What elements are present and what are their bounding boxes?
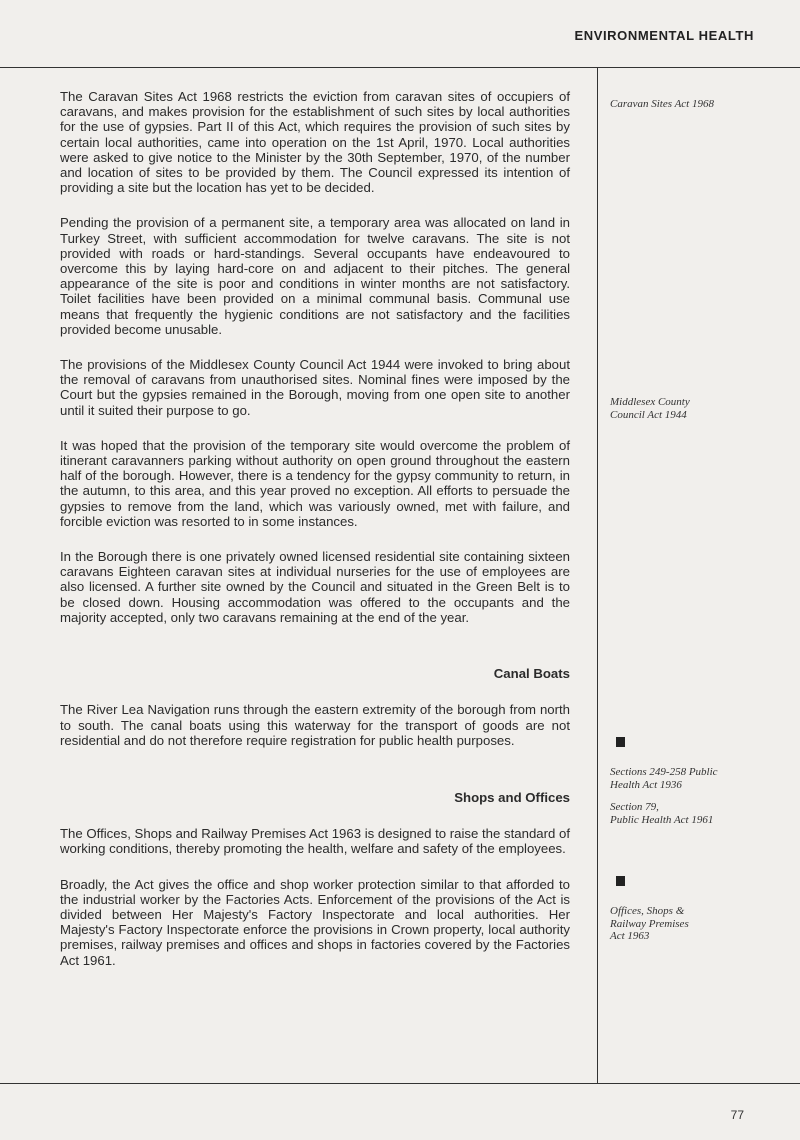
paragraph-offices-act: The Offices, Shops and Railway Premises Act 1963 is designed to raise the standard of working conditions, thereby promoting the health, welfare and safety of the employees. xyxy=(60,826,570,857)
paragraph-caravan-sites-act: The Caravan Sites Act 1968 restricts the eviction from caravan sites of occupiers of caravans, and makes provision for the establishment of such sites by local authorities for the use of gypsies. Part II of this Act, which requires the provision of such sites by certain local authorities, came into operation on the 1st April, 1970. Local authorities were asked to give notice to the Minister by the 30th September, 1970, of the number and location of sites to be provided by them. The Council expressed its intention of providing a site but the location has yet to be decided. xyxy=(60,89,570,196)
paragraph-licensed-sites: In the Borough there is one privately owned licensed residential site containing sixteen caravans Eighteen caravan sites at individual nurseries for the use of employees are also licensed. A further site owned by the Council and situated in the Green Belt is to be closed down. Housing accommodation was offered to the occupants and the majority accepted, only two caravans remaining at the end of the year. xyxy=(60,549,570,625)
margin-divider xyxy=(597,67,598,1083)
canal-boats-marker-square xyxy=(616,737,625,747)
margin-note-offices-act: Offices, Shops & Railway Premises Act 1963 xyxy=(610,905,689,942)
margin-note-public-health-1936: Sections 249-258 Public Health Act 1936 xyxy=(610,766,718,791)
paragraph-middlesex-act: The provisions of the Middlesex County Council Act 1944 were invoked to bring about the removal of caravans from unauthorised sites. Nominal fines were imposed by the Court but the gypsies remained in the Borough, moving from one open site to another until it suited their purpose to go. xyxy=(60,357,570,418)
section-header: ENVIRONMENTAL HEALTH xyxy=(574,28,754,43)
margin-note-middlesex: Middlesex County Council Act 1944 xyxy=(610,396,690,421)
top-rule xyxy=(0,67,800,68)
margin-note-public-health-1961: Section 79, Public Health Act 1961 xyxy=(610,801,714,826)
shops-offices-marker-square xyxy=(616,876,625,886)
page-number: 77 xyxy=(730,1108,744,1122)
margin-note-caravan-sites: Caravan Sites Act 1968 xyxy=(610,98,714,110)
bottom-rule xyxy=(0,1083,800,1084)
subheading-canal-boats: Canal Boats xyxy=(493,666,570,682)
paragraph-enforcement: Broadly, the Act gives the office and shop worker protection similar to that afforded to the industrial worker by the Factories Acts. Enforcement of the provisions of the Act is divided between Her Majesty's Factory Inspectorate and local authorities. Her Majesty's Factory Inspectorate enforce the provisions in Crown property, local authority premises, railway premises and offices and shops in factories covered by the Factories Act 1961. xyxy=(60,876,570,968)
subheading-shops-offices: Shops and Offices xyxy=(454,789,570,805)
main-text-column xyxy=(60,89,570,988)
paragraph-itinerant-caravanners: It was hoped that the provision of the temporary site would overcome the problem of itinerant caravanners parking without authority on open ground throughout the eastern half of the borough. However, there is a tendency for the gypsy community to return, in the autumn, to this area, and this year proved no exception. All efforts to persuade the gypsies to remove from the land, which was variously owned, met with failure, and forcible eviction was resorted to in some instances. xyxy=(60,437,570,529)
paragraph-canal-boats: The River Lea Navigation runs through the eastern extremity of the borough from north to south. The canal boats using this waterway for the transport of goods are not residential and do not therefore require registration for public health purposes. xyxy=(60,702,570,748)
paragraph-temporary-site: Pending the provision of a permanent site, a temporary area was allocated on land in Turkey Street, with sufficient accommodation for twelve caravans. The site is not provided with roads or hard-standings. Several occupants have endeavoured to overcome this by laying hard-core on and adjacent to their pitches. The general appearance of the site is poor and conditions in winter months are not satisfactory. Toilet facilities have been provided on a minimal communal basis. Communal use means that frequently the hygienic conditions are not satisfactory and the facilities provided become unusable. xyxy=(60,215,570,337)
